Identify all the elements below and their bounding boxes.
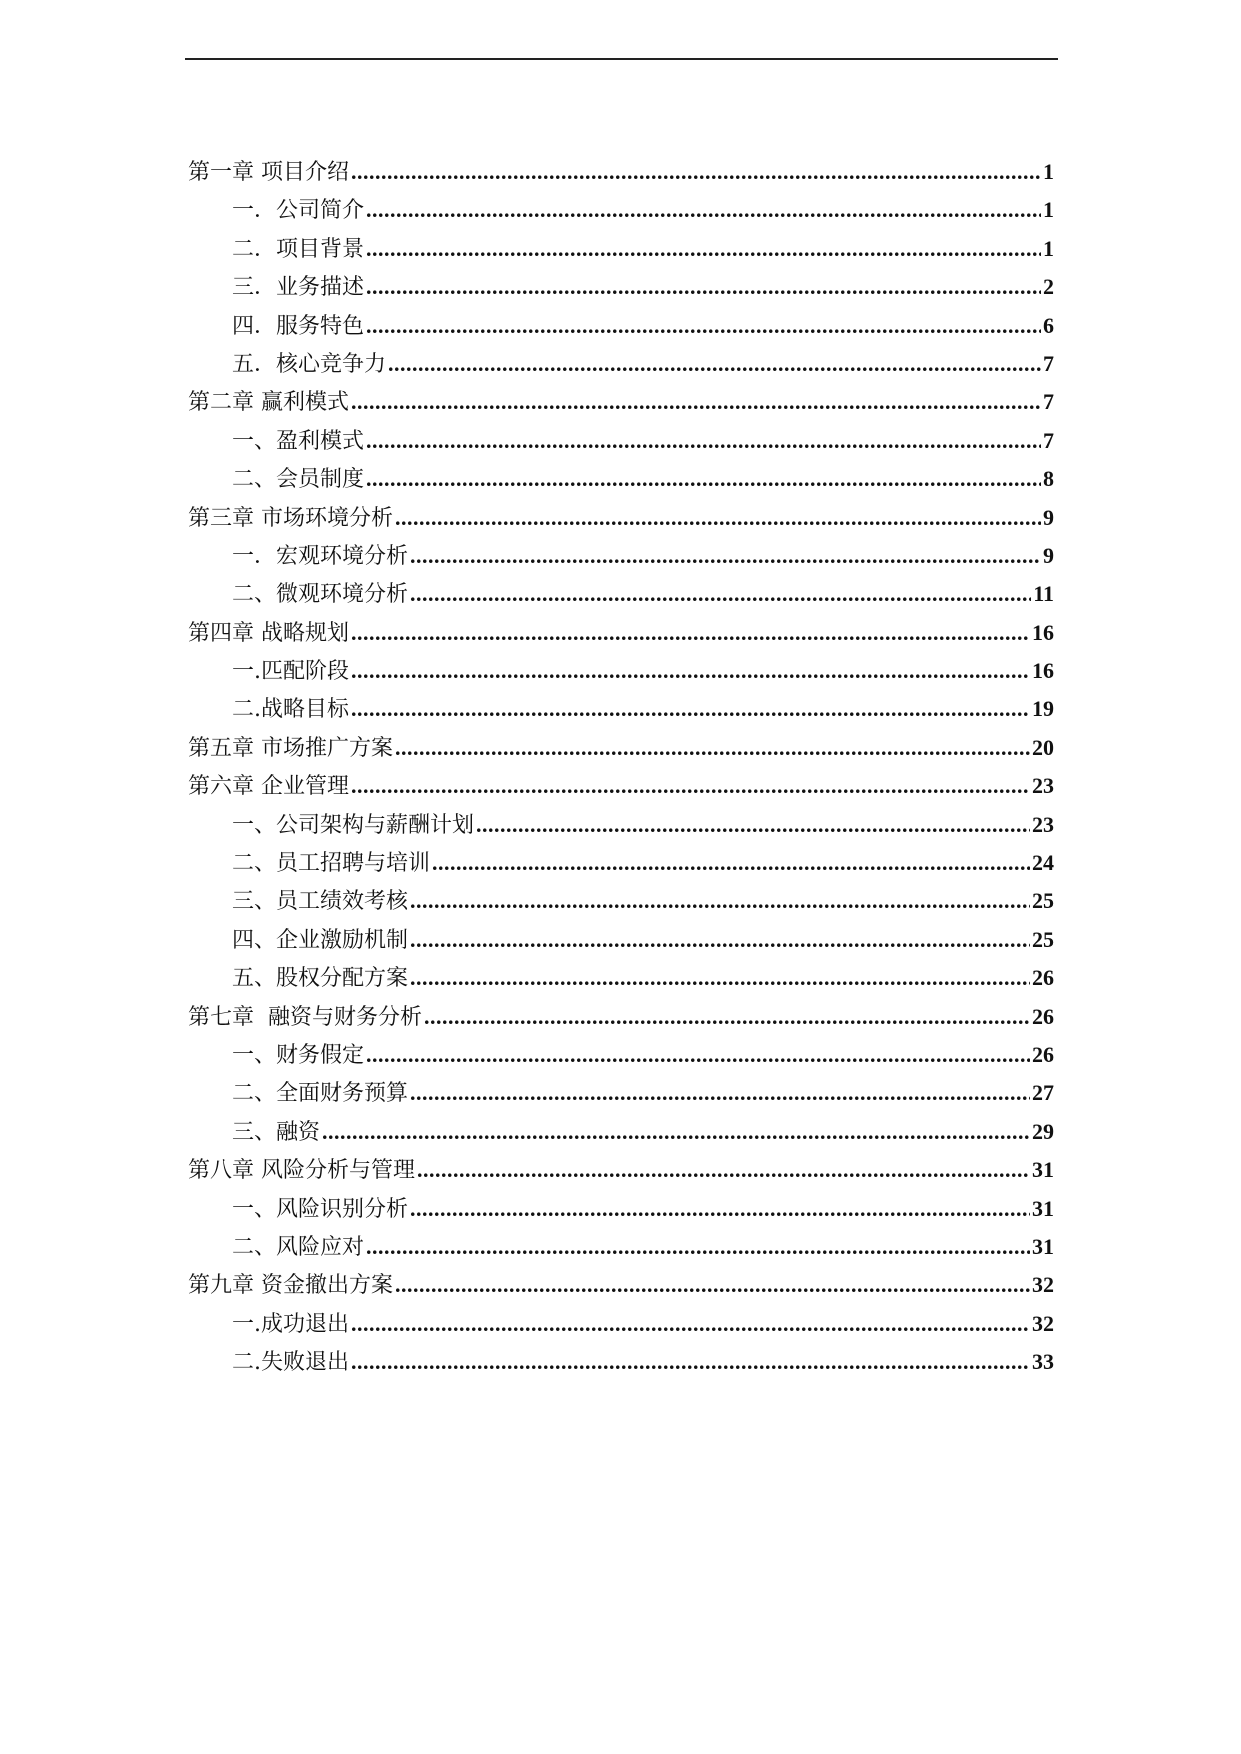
toc-section-entry[interactable]	[188, 1305, 1054, 1343]
toc-dot-leader	[351, 1305, 1030, 1343]
toc-entry-title: 一.成功退出	[232, 1311, 349, 1337]
toc-section-entry[interactable]	[188, 844, 1054, 882]
toc-dot-leader	[395, 1266, 1030, 1304]
toc-dot-leader	[351, 153, 1041, 191]
toc-dot-leader	[395, 729, 1030, 767]
toc-page-number: 25	[1032, 888, 1054, 914]
header-rule	[185, 58, 1058, 60]
toc-dot-leader	[410, 959, 1030, 997]
toc-chapter-entry[interactable]	[188, 153, 1054, 191]
toc-entry-title: 第三章 市场环境分析	[188, 505, 393, 531]
toc-section-entry[interactable]	[188, 1036, 1054, 1074]
toc-entry-title: 二.战略目标	[232, 697, 349, 723]
toc-section-entry[interactable]	[188, 1113, 1054, 1151]
toc-page-number: 1	[1043, 197, 1054, 223]
toc-section-entry[interactable]	[188, 230, 1054, 268]
toc-chapter-entry[interactable]	[188, 383, 1054, 421]
toc-page-number: 16	[1032, 619, 1054, 645]
toc-page-number: 11	[1033, 581, 1054, 607]
toc-page-number: 26	[1032, 1003, 1054, 1029]
toc-entry-title: 三．业务描述	[232, 275, 365, 301]
toc-dot-leader	[410, 921, 1030, 959]
toc-dot-leader	[366, 230, 1041, 268]
toc-page-number: 9	[1043, 542, 1054, 568]
toc-section-entry[interactable]	[188, 1074, 1054, 1112]
toc-dot-leader	[424, 998, 1030, 1036]
toc-page-number: 7	[1043, 350, 1054, 376]
toc-dot-leader	[351, 767, 1030, 805]
toc-page-number: 6	[1043, 312, 1054, 338]
toc-entry-title: 第四章 战略规划	[188, 620, 349, 646]
toc-page-number: 16	[1032, 658, 1054, 684]
toc-dot-leader	[366, 1228, 1030, 1266]
toc-section-entry[interactable]	[188, 921, 1054, 959]
toc-dot-leader	[366, 1036, 1030, 1074]
toc-entry-title: 四、企业激励机制	[232, 927, 409, 953]
toc-page-number: 23	[1032, 773, 1054, 799]
toc-page-number: 7	[1043, 427, 1054, 453]
toc-dot-leader	[366, 422, 1041, 460]
toc-dot-leader	[388, 345, 1041, 383]
toc-chapter-entry[interactable]	[188, 767, 1054, 805]
toc-chapter-entry[interactable]	[188, 1151, 1054, 1189]
toc-section-entry[interactable]	[188, 268, 1054, 306]
toc-entry-title: 第八章 风险分析与管理	[188, 1158, 415, 1184]
toc-entry-title: 二.失败退出	[232, 1350, 349, 1376]
toc-dot-leader	[366, 268, 1041, 306]
toc-chapter-entry[interactable]	[188, 614, 1054, 652]
toc-section-entry[interactable]	[188, 806, 1054, 844]
toc-section-entry[interactable]	[188, 307, 1054, 345]
toc-page-number: 2	[1043, 274, 1054, 300]
toc-entry-title: 二、全面财务预算	[232, 1081, 409, 1107]
toc-chapter-entry[interactable]	[188, 499, 1054, 537]
toc-dot-leader	[476, 806, 1030, 844]
toc-entry-title: 第五章 市场推广方案	[188, 735, 393, 761]
toc-page-number: 29	[1032, 1118, 1054, 1144]
toc-section-entry[interactable]	[188, 1190, 1054, 1228]
toc-section-entry[interactable]	[188, 460, 1054, 498]
toc-section-entry[interactable]	[188, 1343, 1054, 1381]
toc-entry-title: 第六章 企业管理	[188, 774, 349, 800]
toc-dot-leader	[351, 652, 1030, 690]
toc-section-entry[interactable]	[188, 1228, 1054, 1266]
toc-page-number: 31	[1032, 1233, 1054, 1259]
toc-entry-title: 一、盈利模式	[232, 428, 365, 454]
toc-dot-leader	[410, 1074, 1030, 1112]
toc-entry-title: 三、融资	[232, 1119, 321, 1145]
toc-entry-title: 一、公司架构与薪酬计划	[232, 812, 475, 838]
toc-section-entry[interactable]	[188, 422, 1054, 460]
toc-entry-title: 一．公司简介	[232, 198, 365, 224]
toc-entry-title: 二、微观环境分析	[232, 582, 409, 608]
toc-page-number: 24	[1032, 850, 1054, 876]
toc-page-number: 32	[1032, 1310, 1054, 1336]
toc-page-number: 1	[1043, 235, 1054, 261]
toc-chapter-entry[interactable]	[188, 1266, 1054, 1304]
toc-entry-title: 一、风险识别分析	[232, 1196, 409, 1222]
toc-entry-title: 二、员工招聘与培训	[232, 851, 431, 877]
toc-dot-leader	[351, 614, 1030, 652]
toc-section-entry[interactable]	[188, 537, 1054, 575]
toc-dot-leader	[395, 499, 1041, 537]
toc-dot-leader	[351, 690, 1030, 728]
toc-dot-leader	[410, 575, 1031, 613]
toc-section-entry[interactable]	[188, 959, 1054, 997]
toc-entry-title: 三、员工绩效考核	[232, 889, 409, 915]
toc-dot-leader	[366, 460, 1041, 498]
toc-page-number: 25	[1032, 926, 1054, 952]
toc-page-number: 8	[1043, 466, 1054, 492]
toc-page-number: 20	[1032, 734, 1054, 760]
toc-chapter-entry[interactable]	[188, 998, 1054, 1036]
toc-page-number: 26	[1032, 1041, 1054, 1067]
toc-dot-leader	[351, 383, 1041, 421]
toc-dot-leader	[410, 882, 1030, 920]
toc-dot-leader	[432, 844, 1030, 882]
toc-entry-title: 第一章 项目介绍	[188, 160, 349, 185]
table-of-contents	[188, 153, 1054, 1382]
toc-page-number: 27	[1032, 1080, 1054, 1106]
toc-entry-title: 二、风险应对	[232, 1234, 365, 1260]
toc-dot-leader	[366, 191, 1041, 229]
toc-page-number: 33	[1032, 1349, 1054, 1375]
toc-entry-title: 四．服务特色	[232, 313, 365, 339]
toc-section-entry[interactable]	[188, 191, 1054, 229]
toc-section-entry[interactable]	[188, 652, 1054, 690]
toc-dot-leader	[410, 1190, 1030, 1228]
toc-page-number: 32	[1032, 1272, 1054, 1298]
toc-section-entry[interactable]	[188, 882, 1054, 920]
toc-page-number: 19	[1032, 696, 1054, 722]
toc-entry-title: 一.匹配阶段	[232, 659, 349, 685]
toc-entry-title: 二、会员制度	[232, 467, 365, 493]
toc-page-number: 7	[1043, 389, 1054, 415]
toc-entry-title: 第九章 资金撤出方案	[188, 1273, 393, 1299]
toc-dot-leader	[351, 1343, 1030, 1381]
toc-dot-leader	[322, 1113, 1030, 1151]
toc-entry-title: 第二章 赢利模式	[188, 390, 349, 416]
toc-page-number: 1	[1043, 159, 1054, 184]
toc-section-entry[interactable]	[188, 690, 1054, 728]
toc-section-entry[interactable]	[188, 575, 1054, 613]
toc-page-number: 31	[1032, 1195, 1054, 1221]
toc-dot-leader	[417, 1151, 1030, 1189]
toc-entry-title: 五．核心竞争力	[232, 351, 387, 377]
toc-dot-leader	[366, 307, 1041, 345]
toc-entry-title: 一．宏观环境分析	[232, 543, 409, 569]
toc-page-number: 23	[1032, 811, 1054, 837]
toc-page-number: 26	[1032, 965, 1054, 991]
toc-section-entry[interactable]	[188, 345, 1054, 383]
toc-entry-title: 一、财务假定	[232, 1042, 365, 1068]
toc-page-number: 9	[1043, 504, 1054, 530]
toc-entry-title: 五、股权分配方案	[232, 966, 409, 992]
toc-entry-title: 二．项目背景	[232, 236, 365, 262]
toc-chapter-entry[interactable]	[188, 729, 1054, 767]
toc-page-number: 31	[1032, 1157, 1054, 1183]
toc-dot-leader	[410, 537, 1041, 575]
toc-entry-title: 第七章 融资与财务分析	[188, 1004, 422, 1030]
